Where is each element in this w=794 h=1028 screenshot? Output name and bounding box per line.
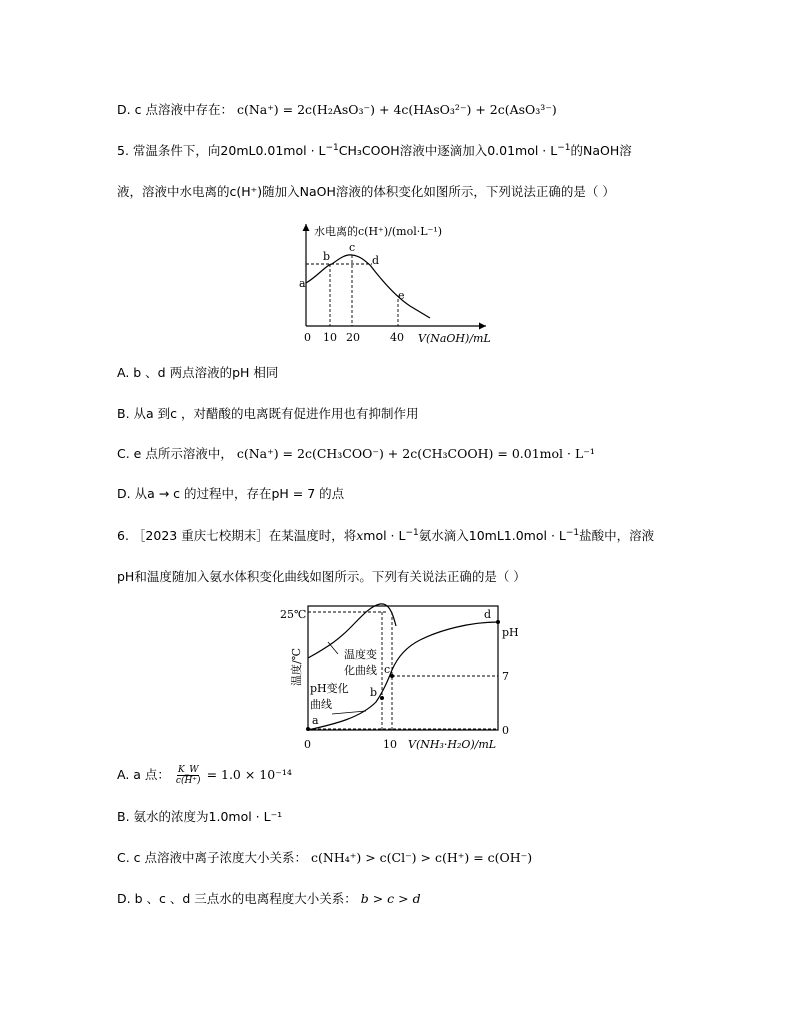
q6-option-a-fraction xyxy=(176,765,201,786)
q5-stem-part-b: CH₃COOH溶液中逐滴加入0.01mol · L xyxy=(338,143,558,158)
q5-exp-2: −1 xyxy=(557,142,571,153)
q6-point-a: a xyxy=(312,714,319,727)
q5-option-b: B. 从a 到c ，对醋酸的电离既有促进作用也有抑制作用 xyxy=(117,406,419,421)
q6-ph-curve-label-1: pH变化 xyxy=(310,682,349,695)
q6-x-0: 0 xyxy=(304,738,311,751)
q6-temp-curve-pointer xyxy=(328,642,338,654)
q5-stem-line2-text: 液，溶液中水电离的c(H⁺)随加入NaOH溶液的体积变化如图所示，下列说法正确的是（ ） xyxy=(117,184,615,199)
q6-stem-part-c: 氨水滴入10mL1.0mol · L xyxy=(418,528,566,543)
q5-x-tick-20: 20 xyxy=(346,331,360,344)
q6-y-label: 温度/℃ xyxy=(290,647,303,686)
q6-option-a xyxy=(117,765,292,786)
q6-dot-d xyxy=(496,620,500,624)
q5-option-d: D. 从a → c 的过程中，存在pH = 7 的点 xyxy=(117,486,345,501)
q5-y-label: 水电离的c(H⁺)/(mol·L⁻¹) xyxy=(314,225,443,238)
q6-option-c-equation: c(NH₄⁺) > c(Cl⁻) > c(H⁺) = c(OH⁻) xyxy=(311,850,533,865)
q6-temp-curve-label-1: 温度变 xyxy=(344,648,377,661)
q6-point-c: c xyxy=(384,663,391,676)
q6-chart xyxy=(280,598,540,763)
q5-option-c xyxy=(117,445,595,463)
q6-stem-line1 xyxy=(117,527,654,545)
q6-option-a-numerator: K_W xyxy=(178,765,199,775)
q6-stem-line2: pH和温度随加入氨水体积变化曲线如图所示。下列有关说法正确的是（ ） xyxy=(117,569,526,584)
q5-option-c-text: C. e 点所示溶液中， xyxy=(117,446,233,461)
q4-option-d xyxy=(117,101,557,119)
q5-chart xyxy=(290,218,500,348)
q6-temp-curve-label-2: 化曲线 xyxy=(344,664,377,677)
q6-y-top: 25℃ xyxy=(280,608,307,621)
q6-option-d xyxy=(117,890,421,908)
q5-x-tick-10: 10 xyxy=(323,331,337,344)
q6-stem-part-d: 盐酸中，溶液 xyxy=(579,528,655,543)
q6-option-d-text: D. b 、c 、d 三点水的电离程度大小关系： xyxy=(117,891,357,906)
q6-x-label: V(NH₃·H₂O)/mL xyxy=(408,738,497,751)
q6-ph-curve-label-2: 曲线 xyxy=(310,698,332,711)
q5-number: 5. xyxy=(117,143,129,158)
q5-exp-1: −1 xyxy=(325,142,339,153)
q6-option-a-text: A. a 点： xyxy=(117,767,170,782)
q6-stem-part-b: mol · L xyxy=(363,528,406,543)
q5-point-a: a xyxy=(299,277,306,290)
q5-point-c: c xyxy=(349,241,356,254)
q6-stem-part-a: ［2023 重庆七校期末］在某温度时，将 xyxy=(132,528,357,543)
q6-x-10: 10 xyxy=(383,738,397,751)
q6-right-7: 7 xyxy=(502,670,509,683)
q5-x-label: V(NaOH)/mL xyxy=(418,332,491,345)
q4-option-d-text: c 点溶液中存在： xyxy=(134,102,233,117)
q5-x-tick-40: 40 xyxy=(390,331,404,344)
q5-option-c-equation: c(Na⁺) = 2c(CH₃COO⁻) + 2c(CH₃COOH) = 0.01mol · L⁻¹ xyxy=(236,446,595,461)
q6-option-b: B. 氨水的浓度为1.0mol · L⁻¹ xyxy=(117,809,283,824)
q4-option-d-label: D. xyxy=(117,102,131,117)
q5-point-b: b xyxy=(323,250,331,263)
q6-option-a-equation: = 1.0 × 10⁻¹⁴ xyxy=(206,767,292,782)
q4-option-d-equation: c(Na⁺) = 2c(H₂AsO₃⁻) + 4c(HAsO₃²⁻) + 2c(AsO₃³⁻) xyxy=(236,102,557,117)
q6-option-c-text: C. c 点溶液中离子浓度大小关系： xyxy=(117,850,308,865)
q6-right-ph: pH xyxy=(502,626,519,639)
q6-exp-1: −1 xyxy=(405,527,419,538)
q5-stem-line1 xyxy=(117,142,632,160)
q6-right-0: 0 xyxy=(502,724,509,737)
q6-option-a-denominator: c(H⁺) xyxy=(175,776,201,786)
q6-option-c xyxy=(117,849,532,867)
q6-point-b: b xyxy=(370,686,378,699)
q5-point-e: e xyxy=(398,289,405,302)
q5-stem-part-a: 常温条件下，向20mL0.01mol · L xyxy=(132,143,326,158)
q5-stem-part-c: 的NaOH溶 xyxy=(570,143,632,158)
q6-number: 6. xyxy=(117,528,129,543)
q5-x-origin: 0 xyxy=(304,331,311,344)
q6-stem-x: x xyxy=(356,528,364,543)
q5-point-d: d xyxy=(372,254,380,267)
q6-option-d-equation: b > c > d xyxy=(360,891,421,906)
q6-exp-2: −1 xyxy=(565,527,580,538)
q6-point-d: d xyxy=(484,608,492,621)
q5-stem-line2 xyxy=(117,183,615,201)
q5-option-a: A. b 、d 两点溶液的pH 相同 xyxy=(117,365,279,380)
